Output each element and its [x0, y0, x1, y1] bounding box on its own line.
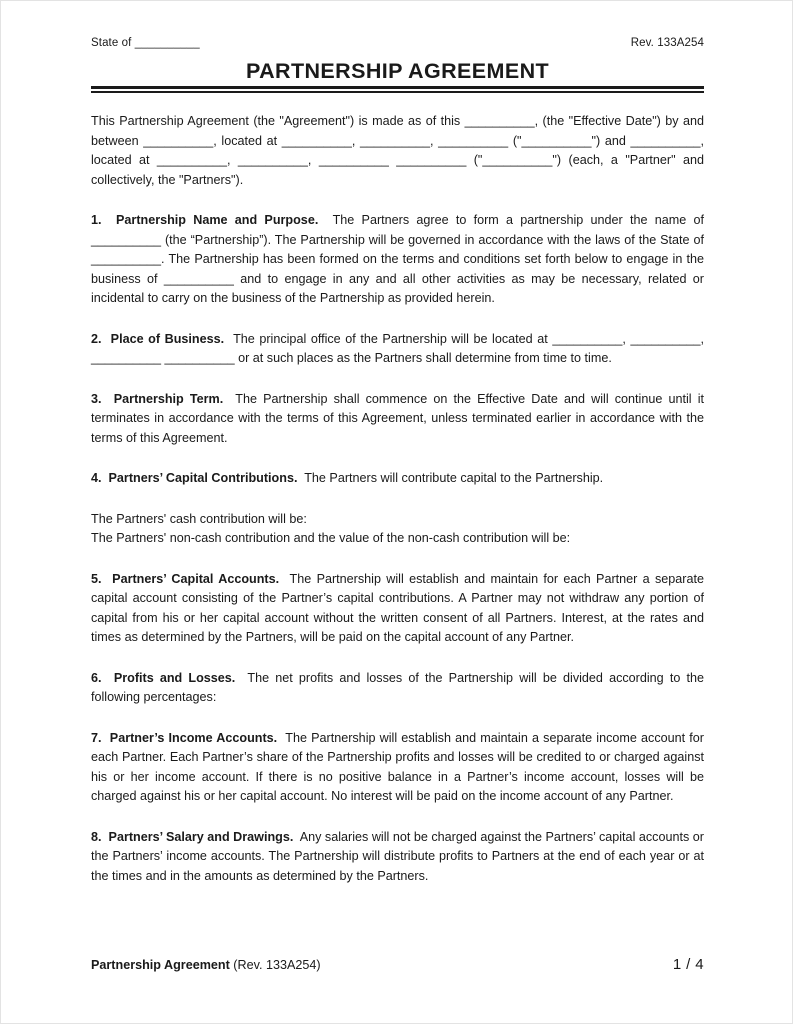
spacer [91, 309, 704, 330]
section-7-heading: Partner’s Income Accounts. [109, 730, 278, 745]
footer-revision: (Rev. 133A254) [229, 958, 321, 972]
section-7-number: 7. [91, 730, 102, 745]
footer-title [91, 958, 321, 972]
section-3-heading: Partnership Term. [113, 391, 224, 406]
title-rule-thin [91, 91, 704, 93]
section-4 [91, 469, 704, 489]
section-8 [91, 828, 704, 887]
section-4-number: 4. [91, 471, 102, 485]
section-2 [91, 330, 704, 369]
section-3 [91, 390, 704, 449]
page-number: 1 / 4 [672, 956, 704, 973]
section-5-number: 5. [91, 571, 102, 586]
state-of-field[interactable]: State of __________ [91, 37, 200, 49]
section-8-body: Any salaries will not be charged against the Partners’ capital accounts or the Partners’ income accounts. The Partnership will distribute profits to Partners at the end of each year or at the times and in the amounts as determined by the Partners. [91, 829, 704, 883]
section-5 [91, 570, 704, 648]
section-3-number: 3. [91, 391, 102, 406]
section-2-body: The principal office of the Partnership will be located at __________, __________, __________ __________ or at such places as the Partners shall determine from time to time. [91, 331, 704, 365]
document-body [91, 112, 704, 886]
section-4-subline-cash: The Partners' cash contribution will be: [91, 511, 307, 526]
revision-code: Rev. 133A254 [630, 37, 704, 49]
spacer [91, 648, 704, 669]
section-6-body: The net profits and losses of the Partnership will be divided according to the following percentages: [91, 670, 704, 704]
section-8-heading: Partners’ Salary and Drawings. [108, 829, 294, 844]
section-5-body: The Partnership will establish and maintain for each Partner a separate capital account consisting of the Partner’s capital contributions. A Partner may not withdraw any portion of capital from his or her capital account without the written consent of all Partners. Interest, at the rates and times as determined by the Partners, will be paid on the capital account of any Partner. [91, 571, 704, 644]
page-title: PARTNERSHIP AGREEMENT [245, 59, 550, 83]
section-7 [91, 729, 704, 807]
spacer [91, 549, 704, 570]
spacer [91, 448, 704, 469]
section-1-heading: Partnership Name and Purpose. [116, 213, 319, 227]
title-rule-thick [91, 86, 704, 89]
section-5-heading: Partners’ Capital Accounts. [112, 571, 280, 586]
section-1 [91, 211, 704, 309]
document-footer [91, 956, 704, 973]
section-6-heading: Profits and Losses. [113, 670, 236, 685]
section-2-number: 2. [91, 331, 102, 346]
section-6 [91, 669, 704, 708]
spacer [91, 489, 704, 510]
section-7-body: The Partnership will establish and maintain a separate income account for each Partner. Each Partner’s share of the Partnership profits and losses will be credited to or charged against his or her income account. If there is no positive balance in a Partner’s income account, losses will be charged against his or her capital account. No interest will be paid on the income account of any Partner. [91, 730, 704, 803]
footer-title-bold: Partnership Agreement [91, 958, 230, 972]
spacer [91, 807, 704, 828]
section-1-body: The Partners agree to form a partnership under the name of __________ (the “Partnership”). The Partnership will be governed in accordance with the laws of the State of __________. The Partnership has been formed on the terms and conditions set forth below to engage in the business of __________ and to engage in any and all other activities as may be necessary, related or incidental to carry on the business of the Partnership as provided herein. [91, 213, 705, 305]
intro-paragraph: This Partnership Agreement (the "Agreement") is made as of this __________, (the "Effective Date") by and between __________, located at __________, __________, __________ ("__________") and __________, located at __________, __________, __________ __________ ("__________") (each, a "Partner" and collectively, the "Partners"). [91, 114, 704, 187]
spacer [91, 190, 704, 211]
section-3-body: The Partnership shall commence on the Effective Date and will continue until it terminates in accordance with the terms of this Agreement, unless terminated earlier in accordance with the terms of this Agreement. [91, 391, 704, 445]
section-4-heading: Partners’ Capital Contributions. [108, 471, 298, 485]
section-4-subline-noncash: The Partners' non-cash contribution and the value of the non-cash contribution will be: [91, 531, 571, 545]
spacer [91, 708, 704, 729]
document-header [91, 37, 704, 49]
section-1-number: 1. [91, 213, 102, 227]
spacer [91, 369, 704, 390]
section-8-number: 8. [91, 829, 102, 844]
section-4-body: The Partners will contribute capital to the Partnership. [304, 471, 604, 485]
section-2-heading: Place of Business. [110, 331, 225, 346]
section-6-number: 6. [91, 670, 102, 685]
